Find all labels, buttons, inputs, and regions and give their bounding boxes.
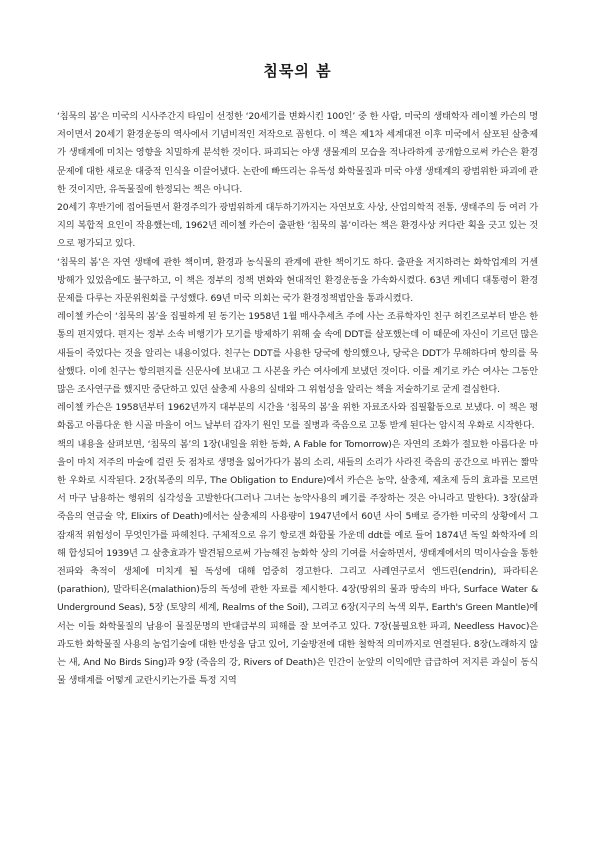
document-body — [57, 108, 538, 691]
paragraph-1: ‘침묵의 봄’은 미국의 시사주간지 타임이 선정한 ‘20세기를 변화시킨 100인’ 중 한 사람, 미국의 생태학자 레이첼 카슨의 명저이면서 20세기 환경운동의 역사에서 기념비적인 저작으로 꼽힌다. 이 책은 제1차 세계대전 이후 미국에서 살포된 살충제가 생태계에 미치는 영향을 치밀하게 분석한 것이다. 파괴되는 야생 생물계의 모습을 적나라하게 공개함으로써 카슨은 환경문제에 대한 새로운 대중적 인식을 이끌어냈다. 논란에 빠뜨리는 유독성 화학물질과 미국 야생 생태계의 광범위한 파괴에 관한 것이지만, 유독물질에 한정되는 책은 아니다. — [57, 111, 538, 195]
document-title: 침묵의 봄 — [263, 62, 332, 80]
paragraph-6: 책의 내용을 살펴보면, ‘침묵의 봄’의 1장(내일을 위한 동화, A Fable for Tomorrow)은 자연의 조화가 절묘한 아름다운 마을이 마치 저주의 마술에 걸린 듯 점차로 생명을 잃어가다가 봄의 소리, 새들의 소리가 사라진 죽음의 공간으로 바뀌는 짧막한 우화로 시작된다. 2장(복종의 의무, The Obligation to Endure)에서 카슨은 농약, 살충제, 제초제 등의 효과를 모르면서 마구 남용하는 행위의 심각성을 고발한다(그러나 그녀는 농약사용의 폐기를 주장하는 것은 아니라고 말한다). 3장(삶과 죽음의 연금술 약, Elixirs of Death)에서는 살충제의 사용량이 1947년에서 60년 사이 5배로 증가한 미국의 상황에서 그 잠재적 위험성이 무엇인가를 파헤친다. 구체적으로 유기 항로겐 화합물 가운데 ddt를 예로 들어 1874년 독일 화학자에 의해 합성되어 1939년 그 살충효과가 발견됨으로써 가능해진 농화학 상의 기여를 서술하면서, 생태계에서의 먹이사슬을 통한 전파와 축적이 생체에 미치게 될 독성에 대해 엄중히 경고한다. 그리고 사례연구로서 엔드린(endrin), 파라티온(parathion), 말라티온(malathion)등의 독성에 관한 자료를 제시한다. 4장(땅위의 물과 땅속의 바다, Surface Water & Underground Seas), 5장 (토양의 세계, Realms of the Soil), 그리고 6장(지구의 녹색 외투, Earth's Green Mantle)에서는 이들 화학물질의 남용이 물질문명의 반대급부의 피해를 잘 보여주고 있다. 7장(불필요한 파괴, Needless Havoc)은 과도한 화학물질 사용의 농업기술에 대한 반성을 담고 있어, 기술방전에 대한 철학적 의미까지로 연결된다. 8장(노래하지 않는 새, And No Birds Sing)과 9장 (죽음의 강, Rivers of Death)은 인간이 눈앞의 이익에만 급급하여 저지른 과실이 동식물 생태계를 어떻게 교란시키는가를 특정 지역 — [57, 438, 538, 687]
paragraph-3: ‘침묵의 봄’은 자연 생태에 관한 책이며, 환경과 농식물의 관계에 관한 책이기도 하다. 출판을 저지하려는 화학업계의 거센 방해가 있었음에도 불구하고, 이 책은 정부의 정책 변화와 현대적인 환경운동을 가속화시켰다. 63년 케네디 대통령이 환경문제를 다루는 자문위원회를 구성했다. 69년 미국 의회는 국가 환경정책법안을 통과시켰다. — [57, 256, 538, 305]
paragraph-5: 레이첼 카슨은 1958년부터 1962년까지 대부분의 시간을 ‘침묵의 봄’을 위한 자료조사와 집필활동으로 보냈다. 이 책은 평화롭고 아름다운 한 시골 마을이 어느 날부터 갑자기 원인 모를 질병과 죽음으로 고통 받게 된다는 암시적 우화로 시작한다. — [57, 402, 538, 432]
paragraph-4: 레이첼 카슨이 ‘침묵의 봄’을 집필하게 된 동기는 1958년 1월 매사추세츠 주에 사는 조류학자인 친구 허킨즈로부터 받은 한통의 편지였다. 편지는 정부 소속 비행기가 모기를 방제하기 위해 숲 속에 DDT를 살포했는데 이 때문에 자신이 기르던 많은 새들이 죽었다는 것을 알리는 내용이었다. 친구는 DDT를 사용한 당국에 항의했으나, 당국은 DDT가 무해하다며 항의를 묵살했다. 이에 친구는 항의편지를 신문사에 보내고 그 사본을 카슨 여사에게 보냈던 것이다. 이를 계기로 카슨 여사는 그동안 많은 조사연구를 했지만 중단하고 있던 살충제 사용의 실태와 그 위험성을 알리는 책을 저술하기로 굳게 결심한다. — [57, 311, 538, 396]
paragraph-2: 20세기 후반기에 접어들면서 환경주의가 광범위하게 대두하기까지는 자연보호 사상, 산업의학적 전통, 생태주의 등 여러 가지의 복합적 요인이 작용했는데, 1962년 레이첼 카슨이 출판한 ‘침묵의 봄’이라는 책은 환경사상 커다란 획을 긋고 있는 것으로 평가되고 있다. — [57, 202, 538, 250]
